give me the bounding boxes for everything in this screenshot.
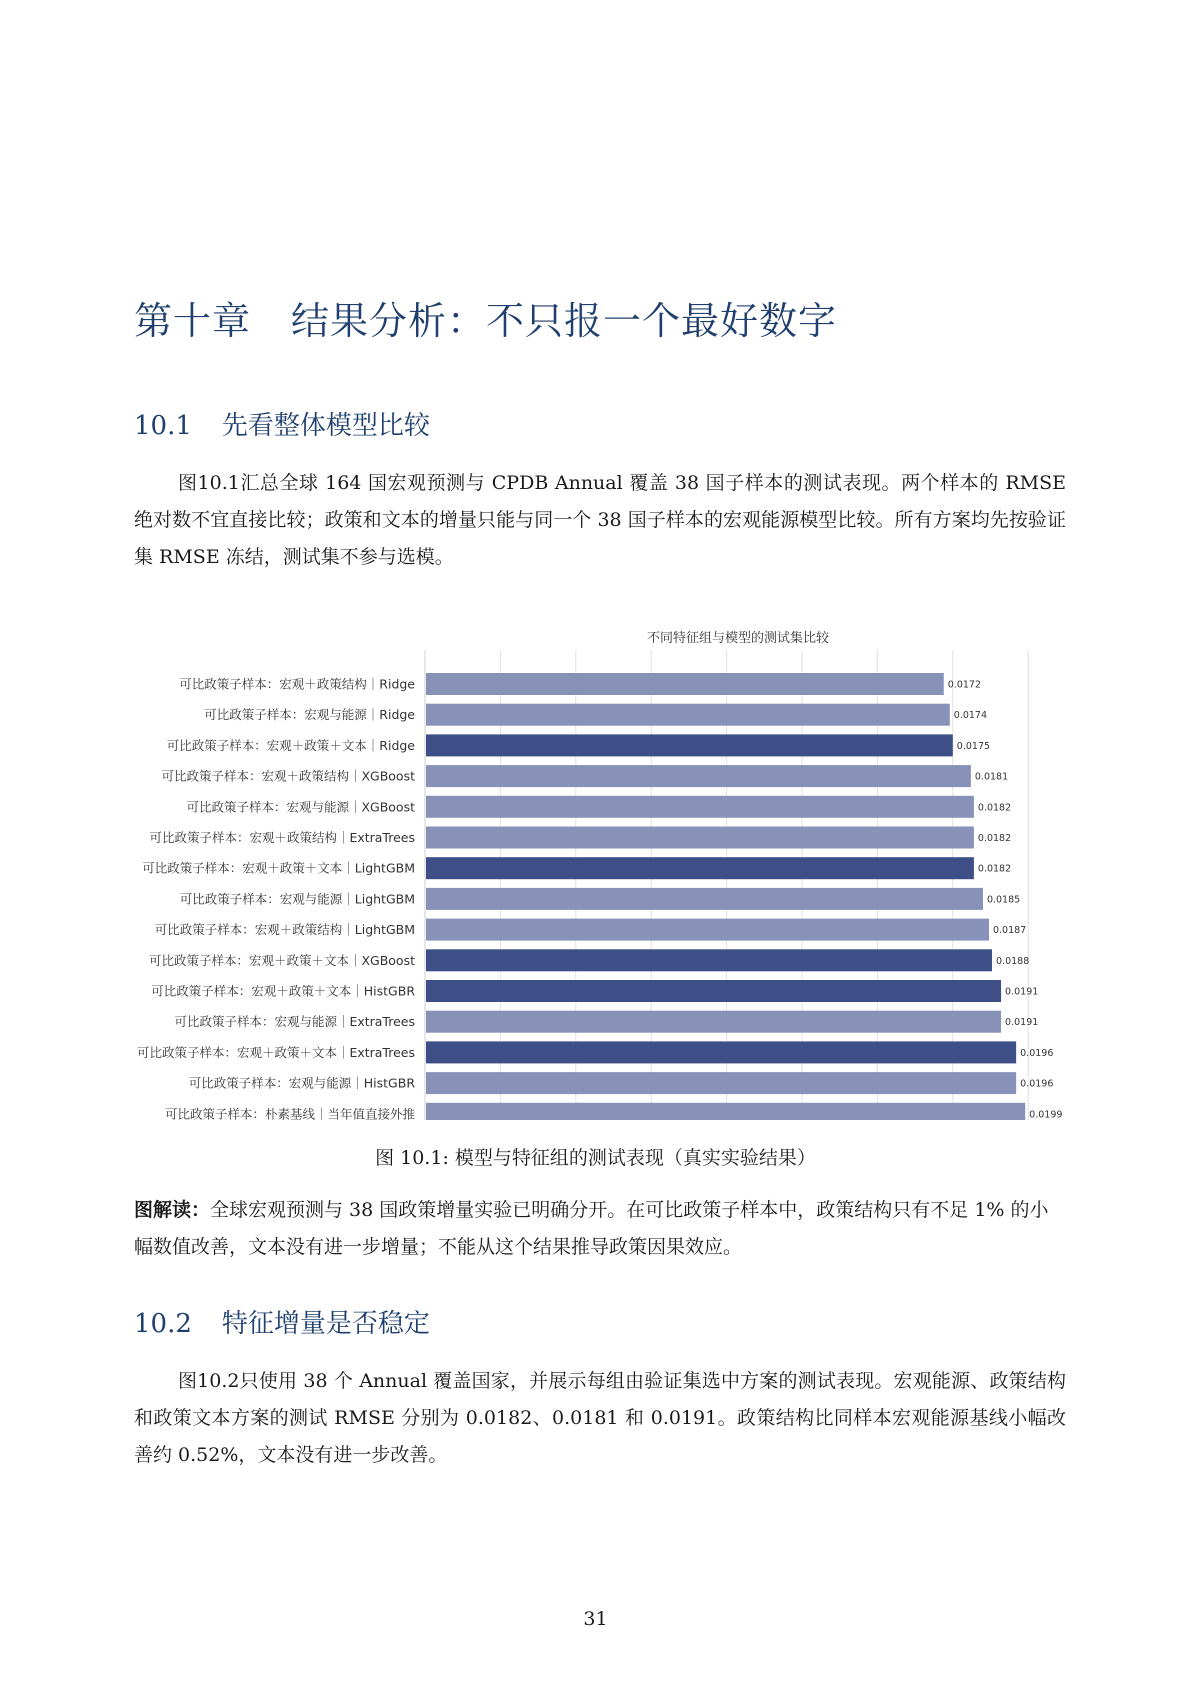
category-label: 可比政策子样本：宏观＋政策结构｜LightGBM	[154, 922, 415, 938]
bar	[426, 919, 989, 941]
bar	[426, 857, 974, 879]
category-label: 可比政策子样本：宏观＋政策＋文本｜Ridge	[166, 737, 415, 753]
category-label: 可比政策子样本：宏观＋政策＋文本｜ExtraTrees	[136, 1044, 415, 1060]
figure-caption: 图 10.1: 模型与特征组的测试表现（真实实验结果）	[375, 1147, 816, 1169]
bar	[426, 949, 992, 971]
section-10-2-paragraph-block	[134, 1363, 1066, 1474]
category-label: 可比政策子样本：宏观与能源｜LightGBM	[179, 891, 415, 907]
section-title: 先看整体模型比较	[221, 411, 430, 441]
category-label: 可比政策子样本：宏观＋政策＋文本｜XGBoost	[148, 952, 415, 968]
section-number: 10.2	[134, 1309, 192, 1339]
bar	[426, 827, 974, 849]
interpretation-label: 图解读：	[134, 1199, 211, 1221]
interpretation-text: 全球宏观预测与 38 国政策增量实验已明确分开。在可比政策子样本中，政策结构只有不足 1% 的小幅数值改善，文本没有进一步增量；不能从这个结果推导政策因果效应。	[134, 1199, 1049, 1258]
body-paragraph: 图10.2只使用 38 个 Annual 覆盖国家，并展示每组由验证集选中方案的测试表现。宏观能源、政策结构和政策文本方案的测试 RMSE 分别为 0.0182、0.0181 和 0.0191。政策结构比同样本宏观能源基线小幅改善约 0.52%，文本没有进一步改善。	[134, 1370, 1066, 1466]
bar	[426, 704, 950, 726]
bar	[426, 796, 974, 818]
category-label: 可比政策子样本：宏观＋政策结构｜Ridge	[179, 676, 415, 692]
bar	[426, 765, 971, 787]
value-label: 0.0172	[947, 679, 982, 691]
category-label: 可比政策子样本：宏观＋政策＋文本｜LightGBM	[142, 860, 415, 876]
chapter-number: 第十章	[134, 299, 252, 343]
category-label: 可比政策子样本：宏观＋政策结构｜XGBoost	[161, 768, 415, 784]
bar	[426, 673, 944, 695]
category-label: 可比政策子样本：宏观与能源｜HistGBR	[188, 1075, 415, 1091]
figure-interpretation	[134, 1192, 1066, 1266]
category-label: 可比政策子样本：宏观＋政策＋文本｜HistGBR	[151, 983, 415, 999]
bar	[426, 980, 1001, 1002]
bar	[426, 1041, 1016, 1063]
bar	[426, 1072, 1016, 1094]
page-number: 31	[583, 1608, 608, 1630]
value-label: 0.0196	[1020, 1047, 1054, 1059]
category-label: 可比政策子样本：宏观与能源｜XGBoost	[186, 799, 415, 815]
category-label: 可比政策子样本：朴素基线｜当年值直接外推	[164, 1106, 415, 1120]
body-paragraph: 图10.1汇总全球 164 国宏观预测与 CPDB Annual 覆盖 38 国子样本的测试表现。两个样本的 RMSE 绝对数不宜直接比较；政策和文本的增量只能与同一个 38 国子样本的宏观能源模型比较。所有方案均先按验证集 RMSE 冻结，测试集不参与选模。	[134, 472, 1066, 568]
value-label: 0.0191	[1005, 1017, 1039, 1029]
value-label: 0.0187	[992, 925, 1027, 937]
value-label: 0.0185	[986, 894, 1021, 906]
bar	[426, 888, 983, 910]
value-label: 0.0199	[1029, 1109, 1063, 1120]
value-label: 0.0191	[1005, 986, 1039, 998]
value-label: 0.0175	[956, 740, 991, 752]
value-label: 0.0181	[974, 771, 1009, 783]
value-label: 0.0182	[977, 863, 1012, 875]
section-heading-10-2	[134, 1303, 430, 1340]
chapter-title-text: 结果分析：不只报一个最好数字	[291, 299, 838, 343]
value-label: 0.0182	[977, 802, 1012, 814]
chart-title: 不同特征组与模型的测试集比较	[646, 631, 830, 646]
value-label: 0.0174	[953, 710, 988, 722]
value-label: 0.0188	[996, 955, 1030, 967]
bar	[426, 1103, 1025, 1120]
category-label: 可比政策子样本：宏观与能源｜ExtraTrees	[174, 1014, 415, 1030]
bar	[426, 734, 953, 756]
category-label: 可比政策子样本：宏观与能源｜Ridge	[204, 707, 415, 723]
section-title: 特征增量是否稳定	[221, 1309, 430, 1339]
bar	[426, 1011, 1001, 1033]
section-number: 10.1	[134, 411, 192, 441]
category-label: 可比政策子样本：宏观＋政策结构｜ExtraTrees	[149, 830, 415, 845]
value-label: 0.0182	[977, 833, 1012, 844]
value-label: 0.0196	[1020, 1078, 1054, 1090]
